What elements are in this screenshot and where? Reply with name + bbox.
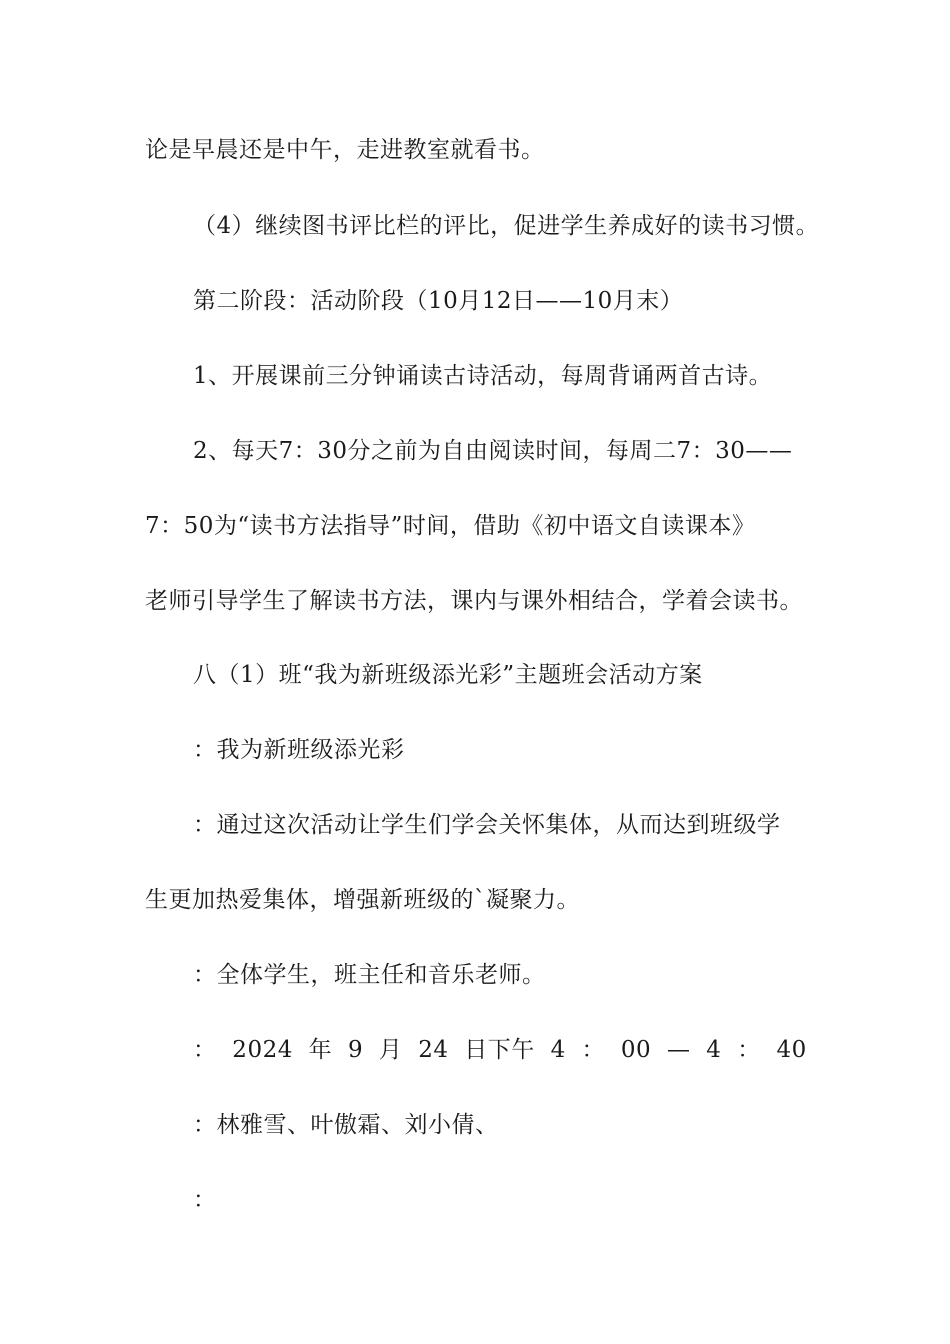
plan-participants: ：全体学生，班主任和音乐老师。 [193,962,546,988]
plan-purpose-continued: 生更加热爱集体，增强新班级的`凝聚力。 [145,887,580,913]
plan-purpose: ：通过这次活动让学生们学会关怀集体，从而达到班级学 [193,812,781,838]
plan-empty-field: ： [193,1187,217,1213]
paragraph-line: 7：50为“读书方法指导”时间，借助《初中语文自读课本》 [145,513,756,539]
plan-theme: ：我为新班级添光彩 [193,737,405,763]
plan-time: ： 2024 年 9 月 24 日下午 4 ： 00 — 4 ： 40 [193,1037,807,1063]
paragraph-line: 2、每天7：30分之前为自由阅读时间，每周二7：30—— [193,438,793,464]
plan-title: 八（1）班“我为新班级添光彩”主题班会活动方案 [193,662,703,688]
paragraph-line: （4）继续图书评比栏的评比，促进学生养成好的读书习惯。 [193,213,820,239]
paragraph-line: 老师引导学生了解读书方法，课内与课外相结合，学着会读书。 [145,588,803,614]
section-heading: 第二阶段：活动阶段（10月12日——10月末） [193,288,684,314]
paragraph-line: 论是早晨还是中午，走进教室就看书。 [145,137,545,163]
plan-hosts: ：林雅雪、叶傲霜、刘小倩、 [193,1112,499,1138]
paragraph-line: 1、开展课前三分钟诵读古诗活动，每周背诵两首古诗。 [193,363,773,389]
